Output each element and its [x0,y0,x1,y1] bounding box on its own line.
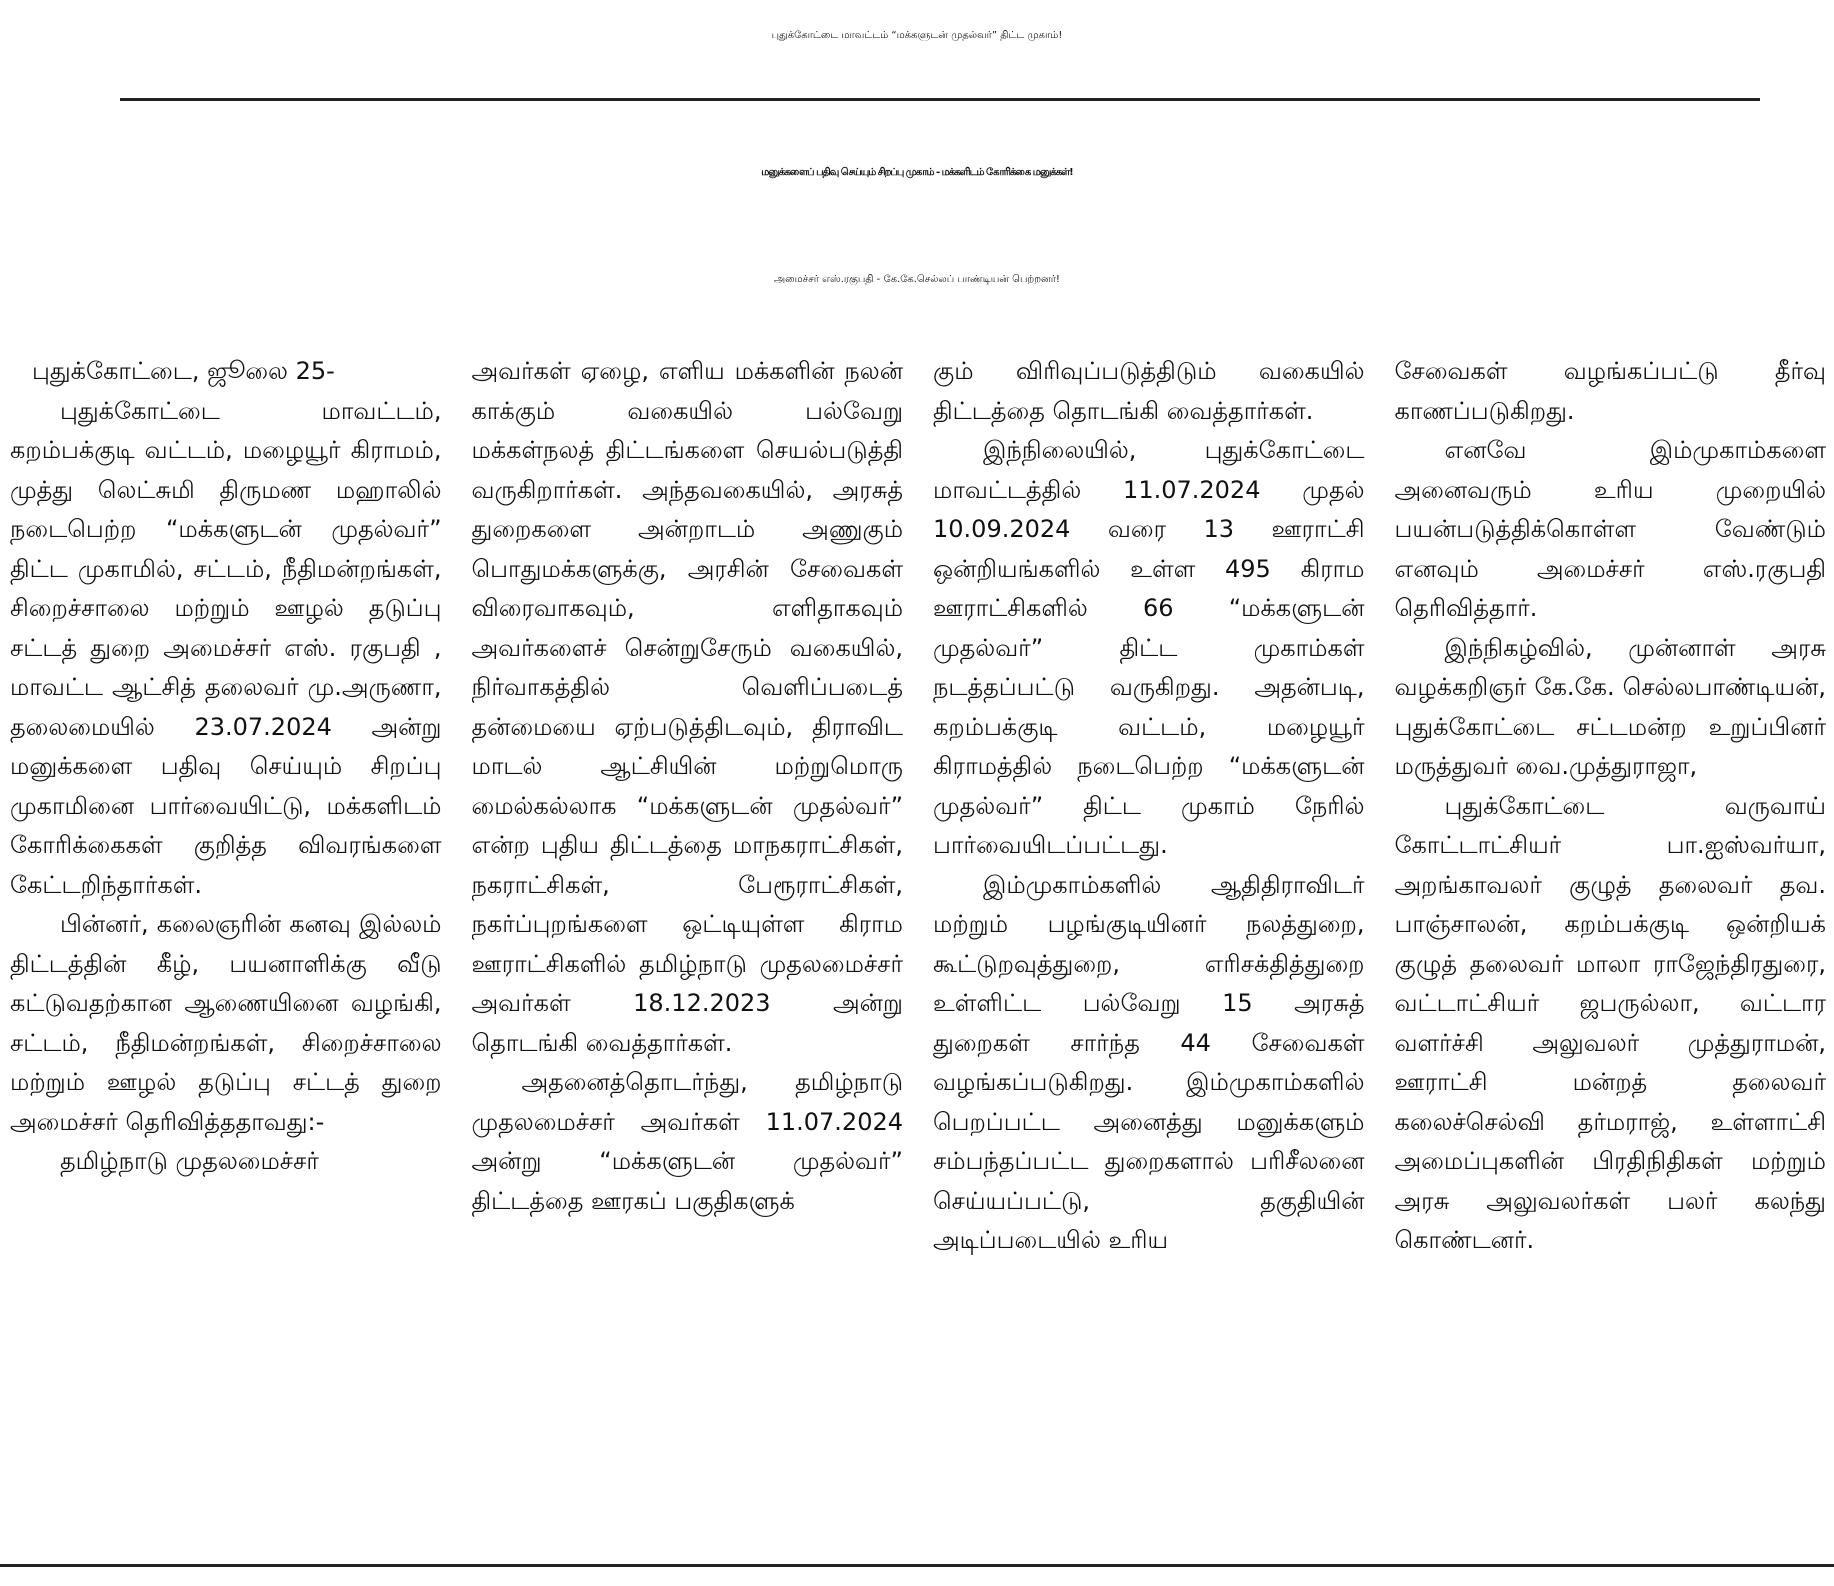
article-column-3 [933,352,1365,1552]
article-column-2 [472,352,904,1552]
article-column-4 [1395,352,1827,1552]
paragraph: இந்நிகழ்வில், முன்னாள் அரசு வழக்கறிஞர் கே.கே. செல்லபாண்டியன், புதுக்கோட்டை சட்டமன்ற உறுப்பினர் மருத்துவர் வை.முத்துராஜா, [1394,633,1826,780]
paragraph: இந்நிலையில், புதுக்கோட்டை மாவட்டத்தில் 11.07.2024 முதல் 10.09.2024 வரை 13 ஊராட்சி ஒன்றியங்களில் உள்ள 495 கிராம ஊராட்சிகளில் 66 “மக்களுடன் முதல்வர்” திட்ட முகாம்கள் நடத்தப்பட்டு வருகிறது. அதன்படி, கறம்பக்குடி வட்டம், மழையூர் கிராமத்தில் நடைபெற்ற “மக்களுடன் முதல்வர்” திட்ட முகாம் நேரில் பார்வையிடப்பட்டது. [933,436,1365,859]
kicker-headline: புதுக்கோட்டை மாவட்டம் “மக்களுடன் முதல்வர்” திட்ட முகாம்! [771,30,1063,41]
top-divider [120,98,1760,101]
paragraph: இம்முகாம்களில் ஆதிதிராவிடர் மற்றும் பழங்குடியினர் நலத்துறை, கூட்டுறவுத்துறை, எரிசக்தித்துறை உள்ளிட்ட பல்வேறு 15 அரசுத் துறைகள் சார்ந்த 44 சேவைகள் வழங்கப்படுகிறது. இம்முகாம்களில் பெறப்பட்ட அனைத்து மனுக்களும் சம்பந்தப்பட்ட துறைகளால் பரிசீலனை செய்யப்பட்டு, தகுதியின் அடிப்படையில் உரிய [933,870,1365,1254]
paragraph: பின்னர், கலைஞரின் கனவு இல்லம் திட்டத்தின் கீழ், பயனாளிக்கு வீடு கட்டுவதற்கான ஆணையினை வழங்கி, சட்டம், நீதிமன்றங்கள், சிறைச்சாலை மற்றும் ஊழல் தடுப்பு சட்டத் துறை அமைச்சர் தெரிவித்ததாவது:- [10,910,442,1136]
paragraph: அவர்கள் ஏழை, எளிய மக்களின் நலன் காக்கும் வகையில் பல்வேறு மக்கள்நலத் திட்டங்களை செயல்படுத்தி வருகிறார்கள். அந்தவகையில், அரசுத் துறைகளை அன்றாடம் அணுகும் பொதுமக்களுக்கு, அரசின் சேவைகள் விரைவாகவும், எளிதாகவும் அவர்களைச் சென்றுசேரும் வகையில், நிர்வாகத்தில் வெளிப்படைத் தன்மையை ஏற்படுத்திடவும், திராவிட மாடல் ஆட்சியின் மற்றுமொரு மைல்கல்லாக “மக்களுடன் முதல்வர்” என்ற புதிய திட்டத்தை மாநகராட்சிகள், நகராட்சிகள், பேரூராட்சிகள், நகர்ப்புறங்களை ஒட்டியுள்ள கிராம ஊராட்சிகளில் தமிழ்நாடு முதலமைச்சர் அவர்கள் 18.12.2023 அன்று தொடங்கி வைத்தார்கள். [471,357,903,1057]
bottom-divider [0,1564,1834,1567]
sub-headline: அமைச்சர் எஸ்.ரகுபதி - கே.கே.செல்லப் பாண்டியன் பெற்றனர்! [774,274,1060,285]
paragraph: புதுக்கோட்டை மாவட்டம், கறம்பக்குடி வட்டம், மழையூர் கிராமம், முத்து லெட்சுமி திருமண மஹாலில் நடைபெற்ற “மக்களுடன் முதல்வர்” திட்ட முகாமில், சட்டம், நீதிமன்றங்கள், சிறைச்சாலை மற்றும் ஊழல் தடுப்பு சட்டத் துறை அமைச்சர் எஸ். ரகுபதி , மாவட்ட ஆட்சித் தலைவர் மு.அருணா, தலைமையில் 23.07.2024 அன்று மனுக்களை பதிவு செய்யும் சிறப்பு முகாமினை பார்வையிட்டு, மக்களிடம் கோரிக்கைகள் குறித்த விவரங்களை கேட்டறிந்தார்கள். [10,396,442,899]
paragraph: அதனைத்தொடர்ந்து, தமிழ்நாடு முதலமைச்சர் அவர்கள் 11.07.2024 அன்று “மக்களுடன் முதல்வர்” திட்டத்தை ஊரகப் பகுதிகளுக் [471,1068,903,1215]
article-body [10,352,1826,1552]
paragraph: புதுக்கோட்டை வருவாய் கோட்டாட்சியர் பா.ஐஸ்வர்யா, அறங்காவலர் குழுத் தலைவர் தவ. பாஞ்சாலன், கறம்பக்குடி ஒன்றியக் குழுத் தலைவர் மாலா ராஜேந்திரதுரை, வட்டாட்சியர் ஜபருல்லா, வட்டார வளர்ச்சி அலுவலர் முத்துராமன், ஊராட்சி மன்றத் தலைவர் கலைச்செல்வி தர்மராஜ், உள்ளாட்சி அமைப்புகளின் பிரதிநிதிகள் மற்றும் அரசு அலுவலர்கள் பலர் கலந்து கொண்டனர். [1394,791,1826,1254]
main-headline: மனுக்களைப் பதிவு செய்யும் சிறப்பு முகாம் - மக்களிடம் கோரிக்கை மனுக்கள்! [761,167,1073,178]
paragraph: தமிழ்நாடு முதலமைச்சர் [60,1147,319,1175]
paragraph: சேவைகள் வழங்கப்பட்டு தீர்வு காணப்படுகிறது. [1394,357,1826,425]
paragraph: கும் விரிவுப்படுத்திடும் வகையில் திட்டத்தை தொடங்கி வைத்தார்கள். [933,357,1365,425]
paragraph: எனவே இம்முகாம்களை அனைவரும் உரிய முறையில் பயன்படுத்திக்கொள்ள வேண்டும் எனவும் அமைச்சர் எஸ்.ரகுபதி தெரிவித்தார். [1394,436,1826,622]
dateline: புதுக்கோட்டை, ஜூலை 25- [32,357,335,385]
article-column-1 [10,352,442,1552]
